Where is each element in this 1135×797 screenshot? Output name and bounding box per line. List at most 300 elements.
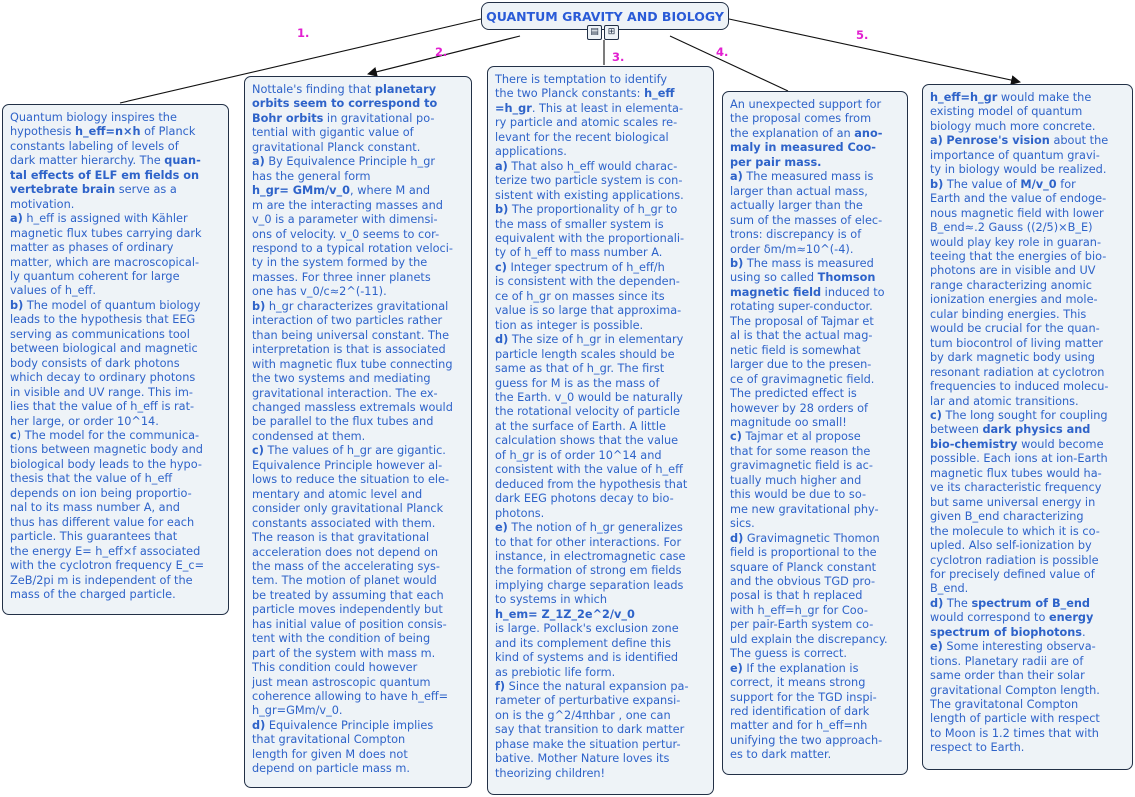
text: Integer spectrum of h_eff/h [506,260,665,274]
text-line [252,126,465,140]
text: ve its characteristic frequency [930,481,1102,495]
text: Tajmar et al propose [741,430,861,444]
bold-text: b) [930,177,944,191]
text-line [930,351,1126,365]
text-line [495,261,707,275]
text-line [495,723,707,737]
text-line [10,472,222,486]
text: The predicted effect is [730,387,857,401]
text-line [495,391,707,405]
bold-text: e) [930,640,943,654]
text-line [252,632,465,646]
text: in visible and UV range. This im- [10,385,193,399]
text: The values of h_gr are gigantic. [263,444,446,458]
branch-box-1[interactable] [2,104,229,615]
text-line [495,102,707,116]
text-line [730,532,901,546]
branch-box-2[interactable] [244,76,472,788]
text-line [252,560,465,574]
text-line [930,712,1126,726]
text: larger than actual mass, [730,184,868,198]
text-line [930,467,1126,481]
text-line [730,604,901,618]
text-line [252,358,465,372]
text: dark matter hierarchy. The [10,154,165,168]
text-line [730,127,901,141]
text: with the cyclotron frequency E_c= [10,559,205,573]
text: By Equivalence Principle h_gr [264,155,436,169]
text: same as that of h_gr. The first [495,362,665,376]
bold-text: a) [930,134,943,148]
text: calculation shows that the value [495,434,679,448]
text-line [495,131,707,145]
text: length of particle with respect [930,712,1100,726]
text-line [252,228,465,242]
text-line [930,308,1126,322]
text-line [730,589,901,603]
text-line [10,588,222,602]
text: magnetic flux tubes carrying dark [10,226,202,240]
branch-number-1: 1. [297,26,310,40]
text-line [930,496,1126,510]
text-line [252,329,465,343]
text: me new gravitational phy- [730,502,879,516]
text-line [730,402,901,416]
text: tually much higher and [730,473,862,487]
text-line [930,655,1126,669]
branch-box-5[interactable] [922,84,1133,770]
bold-text: spectrum of B_end [971,596,1090,610]
text: the mass of smaller system is [495,217,664,231]
text-line [930,134,1126,148]
text: thus has different value for each [10,515,195,529]
text-line [495,189,707,203]
text: square of Planck constant [730,560,877,574]
text: The guess is correct. [730,647,848,661]
text-line [495,203,707,217]
text: bative. Mother Nature loves its [495,752,670,766]
text-line [495,637,707,651]
text: gravitational Planck constant. [252,140,421,154]
text-line [730,445,901,459]
bold-text: d) [495,333,509,347]
text-line [252,199,465,213]
text: unifying the two approach- [730,733,883,747]
text: consider only gravitational Planck [252,502,444,516]
text-line [495,87,707,101]
text-line [252,285,465,299]
bold-text: d) [252,718,266,732]
text: given B_end characterizing [930,510,1084,524]
text: The reason is that gravitational [252,531,430,545]
text-line [495,116,707,130]
text: al is that the actual mag- [730,329,873,343]
text-line [495,680,707,694]
text-line [730,112,901,126]
text-line [730,561,901,575]
bold-text: a) [10,212,23,226]
text-line [730,719,901,733]
text-line [730,300,901,314]
text: resonant radiation at cyclotron [930,365,1105,379]
text-line [930,698,1126,712]
text: There is temptation to identify [495,73,668,86]
branch-box-4[interactable] [722,91,908,775]
text: . This at least in elementa- [531,101,684,115]
text: to that for other interactions. For [495,535,682,549]
text-line [495,738,707,752]
text: interaction of two particles rather [252,314,443,328]
bold-text: h_gr= GMm/v_0 [252,184,351,198]
bold-text: vertebrate brain [10,183,116,197]
text-line [252,97,465,111]
text-line [252,314,465,328]
text: instance, in electromagnetic case [495,549,686,563]
text-line [930,611,1126,625]
bold-text: c) [730,430,742,444]
text-line [495,478,707,492]
text: would play key role in guaran- [930,235,1102,249]
text: the explanation of an [730,126,855,140]
bold-text: h_eff=n×h [74,125,141,139]
text: between biological and magnetic [10,342,198,356]
bold-text: magnetic field [730,285,822,299]
text-line [252,647,465,661]
text-line [252,618,465,632]
text: The notion of h_gr generalizes [507,521,683,535]
bold-text: f) [495,680,506,694]
text-line [10,386,222,400]
text-line [252,242,465,256]
text-line [252,676,465,690]
text: ly quantum coherent for large [10,269,180,283]
text: the two Planck constants: [495,87,645,101]
text-line [730,705,901,719]
text: changed massless extremals would [252,400,453,414]
text-line [252,733,465,747]
text-line [252,415,465,429]
text-line [10,574,222,588]
text: values of h_eff. [10,284,96,298]
bold-text: c [10,428,17,442]
bold-text: Penrose's vision [946,134,1050,148]
text-line [930,684,1126,698]
text: lows to reduce the situation to ele- [252,473,450,487]
bold-text: ano- [854,126,883,140]
text: constants associated with them. [252,516,436,530]
text-line [252,83,465,97]
text-line [495,579,707,593]
text: be treated by assuming that each [252,588,444,602]
text: for [1056,177,1076,191]
text-line [495,449,707,463]
text-line [495,275,707,289]
text: cyclotron radiation is possible [930,553,1099,567]
text-line [10,313,222,327]
text-line [10,342,222,356]
link-5 [729,19,1020,82]
text: coherence allowing to have h_eff= [252,690,449,704]
text: respond to a typical rotation veloci- [252,241,453,255]
text-line [730,286,901,300]
text-line [252,473,465,487]
text: Quantum biology inspires the [10,111,177,124]
text-line [930,640,1126,654]
text-line [730,546,901,560]
text: equivalent with the proportionali- [495,231,685,245]
text-line [252,170,465,184]
text: theorizing children! [495,766,606,780]
text: guess for M is as the mass of [495,376,660,390]
text: uld explain the discrepancy. [730,632,888,646]
text-line [930,337,1126,351]
text: hypothesis [10,125,75,139]
text-line [930,395,1126,409]
text: be parallel to the flux tubes and [252,415,434,429]
text: phase make the situation pertur- [495,737,681,751]
text-line [495,651,707,665]
text-line [495,507,707,521]
text-line [495,246,707,260]
bold-text: a) [730,170,743,184]
text: actually larger than the [730,199,863,213]
text: the two systems and mediating [252,372,431,386]
text: larger due to the presen- [730,358,872,372]
text-line [10,284,222,298]
text: The gravitatonal Compton [930,698,1079,712]
text-line [252,372,465,386]
text: on is the g^2/4πhbar , one can [495,708,671,722]
text-line [930,192,1126,206]
text-line [10,357,222,371]
text-line [930,163,1126,177]
text-line [730,243,901,257]
text-line [730,141,901,155]
text: induced to [821,285,885,299]
text: photons. [495,506,545,520]
text-line [730,228,901,242]
text: Nottale's finding that [252,83,375,96]
text-line [730,503,901,517]
text-line [730,185,901,199]
text: serve as a [115,183,177,197]
text: netic field is somewhat [730,343,861,357]
text-line [730,156,901,170]
text-line [495,218,707,232]
text: If the explanation is [742,661,859,675]
text: one has v_0/c≈2^(-11). [252,285,387,299]
text: trons: discrepancy is of [730,228,862,242]
branch-number-2: 2. [435,45,448,59]
text: thesis that the value of h_eff [10,472,173,486]
bold-text: c) [495,260,507,274]
bold-text: =h_gr [495,101,532,115]
text: ce of gravimagnetic field. [730,372,875,386]
text-line [730,734,901,748]
text-line [930,539,1126,553]
hierarchy-icon[interactable]: ⊞ [604,25,619,40]
text-line [495,145,707,159]
text-line [252,531,465,545]
text-line [930,438,1126,452]
text: the proposal comes from [730,112,872,126]
text-line [495,536,707,550]
text: part of the system with mass m. [252,646,436,660]
text: frequencies to induced molecu- [930,380,1109,394]
text-line [252,256,465,270]
text-line [730,488,901,502]
branch-number-3: 3. [612,50,625,64]
text: The measured mass is [742,170,874,184]
text-line [730,575,901,589]
text-line [10,328,222,342]
text-line [930,149,1126,163]
text: particle. This guarantees that [10,530,178,544]
text-line [252,343,465,357]
text: nous magnetic field with lower [930,206,1104,220]
text-line [495,608,707,622]
text: gravitational interaction. The ex- [252,386,438,400]
text: existing model of quantum [930,105,1083,119]
branch-box-3[interactable] [487,66,714,795]
bold-text: e) [730,661,743,675]
text: of h_gr is of order 10^14 and [495,448,662,462]
text: would correspond to [930,611,1049,625]
text: masses. For three inner planets [252,270,431,284]
bold-text: e) [495,521,508,535]
text-line [930,322,1126,336]
text-line [252,387,465,401]
bold-text: h_em= Z_1Z_2e^2/v_0 [495,607,635,621]
text-line [10,299,222,313]
text-line [10,487,222,501]
text: ) The model for the communica- [16,428,200,442]
bold-text: b) [730,256,744,270]
text: es to dark matter. [730,748,832,762]
text: the Earth. v_0 would be naturally [495,390,683,404]
text-line [730,633,901,647]
text: Equivalence Principle implies [265,718,434,732]
text-line [252,517,465,531]
text: the formation of strong em fields [495,564,682,578]
text: depend on particle mass m. [252,762,410,776]
text: than being universal constant. The [252,328,450,342]
text: ZeB/2pi m is independent of the [10,573,193,587]
text: matter, which are macroscopical- [10,255,200,269]
text-line [252,444,465,458]
text-line [252,184,465,198]
bold-text: energy [1048,611,1094,625]
text: about the [1049,134,1109,148]
text-line [495,694,707,708]
text-line [252,748,465,762]
text: Gravimagnetic Thomon [743,531,880,545]
text: however by 28 orders of [730,401,869,415]
bold-text: h_eff [644,87,675,101]
text-line [495,405,707,419]
bold-text: b) [495,203,509,217]
text-line [730,676,901,690]
text: would be crucial for the quan- [930,322,1100,336]
text: magnetic flux tubes would ha- [930,466,1102,480]
text: B_end. [930,582,969,596]
text-line [930,741,1126,755]
text: tions. Planetary radii are of [930,654,1084,668]
text: per pair-Earth system co- [730,618,874,632]
text: as prebiotic life form. [495,665,616,679]
text-line [930,452,1126,466]
text: rotating super-conductor. [730,300,873,314]
text-line [495,521,707,535]
bold-text: tal effects of ELF em fields on [10,168,200,182]
text: The [943,596,972,610]
text: red identification of dark [730,705,870,719]
text-line [730,373,901,387]
text: in gravitational po- [323,111,435,125]
text-line [730,517,901,531]
root-icons [587,25,619,40]
branch-number-5: 5. [856,28,869,42]
text: tem. The motion of planet would [252,574,437,588]
text-line [930,207,1126,221]
text-line [930,582,1126,596]
text-line [10,443,222,457]
text: The model of quantum biology [23,298,201,312]
text: tion as integer is possible. [495,318,644,332]
text: length for given M does not [252,747,408,761]
text-line [930,264,1126,278]
text: The long sought for coupling [941,408,1108,422]
text-line [10,154,222,168]
text-line [930,293,1126,307]
bold-text: quan- [164,154,201,168]
text-line [495,420,707,434]
text-line [10,212,222,226]
text: consistent with the value of h_eff [495,463,683,477]
text: value is so large that approxima- [495,304,682,318]
text: order δm/m≈10^(-4). [730,242,854,256]
text: The proportionality of h_gr to [508,203,678,217]
text-line [10,530,222,544]
text: ons of velocity. v_0 seems to cor- [252,227,440,241]
text: matter as phases of ordinary [10,241,174,255]
text-line [10,429,222,443]
text-line [495,622,707,636]
text-line [730,618,901,632]
text: for precisely defined value of [930,567,1095,581]
text-line [930,554,1126,568]
text-line [730,430,901,444]
bold-text: per pair mass. [730,155,822,169]
text: dark EEG photons decay to bio- [495,492,674,506]
text-line [10,371,222,385]
text: sistent with existing applications. [495,188,684,202]
text-line [10,501,222,515]
text: . [1082,625,1086,639]
text: has initial value of position consis- [252,617,447,631]
bold-text: Thomson [817,271,876,285]
text: using so called [730,271,818,285]
text: ionization energies and mole- [930,293,1098,307]
text-line [10,415,222,429]
text-line [252,141,465,155]
notes-icon[interactable]: ▤ [587,25,602,40]
text: respect to Earth. [930,741,1025,755]
text: B_end≈.2 Gauss ((2/5)×B_E) [930,221,1093,235]
text-line [495,709,707,723]
text-line [930,669,1126,683]
bold-text: d) [930,596,944,610]
